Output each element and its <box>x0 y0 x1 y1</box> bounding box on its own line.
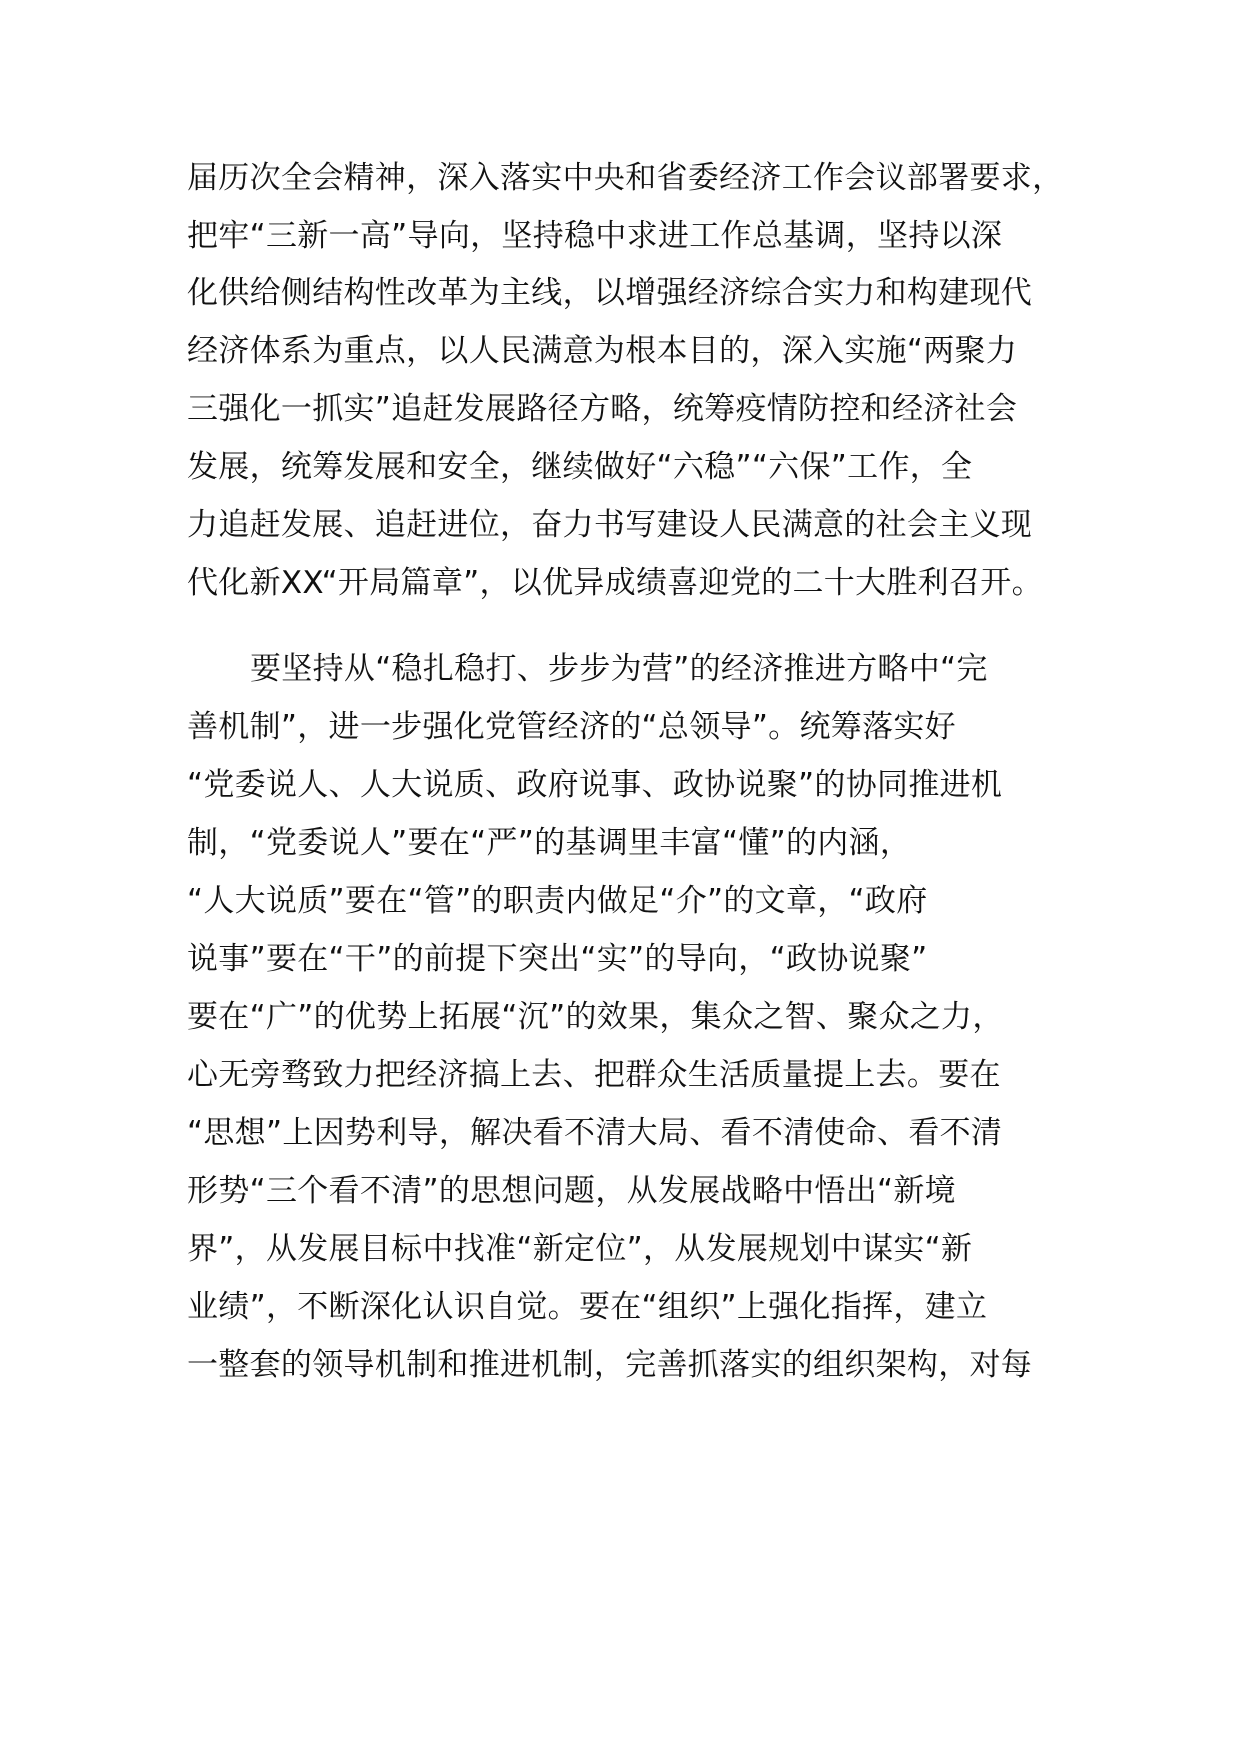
text-line: 力追赶发展、追赶进位，奋力书写建设人民满意的社会主义现 <box>187 507 1033 543</box>
text-line: 三强化一抓实”追赶发展路径方略，统筹疫情防控和经济社会 <box>187 391 1018 427</box>
text-line: “人大说质”要在“管”的职责内做足“介”的文章，“政府 <box>187 883 928 919</box>
text-line: 说事”要在“干”的前提下突出“实”的导向，“政协说聚” <box>187 941 928 977</box>
text-line: 心无旁骛致力把经济搞上去、把群众生活质量提上去。要在 <box>187 1057 1001 1093</box>
text-line: 届历次全会精神，深入落实中央和省委经济工作会议部署要求， <box>187 160 1064 196</box>
text-line: 要在“广”的优势上拓展“沉”的效果，集众之智、聚众之力， <box>187 999 1004 1035</box>
text-line: 发展，统筹发展和安全，继续做好“六稳”“六保”工作，全 <box>187 449 973 485</box>
text-line: 形势“三个看不清”的思想问题，从发展战略中悟出“新境 <box>187 1173 956 1209</box>
text-line: 一整套的领导机制和推进机制，完善抓落实的组织架构，对每 <box>187 1347 1033 1383</box>
text-line: 制，“党委说人”要在“严”的基调里丰富“懂”的内涵， <box>187 825 912 861</box>
text-line: “党委说人、人大说质、政府说事、政协说聚”的协同推进机 <box>187 767 1003 803</box>
text-line: 化供给侧结构性改革为主线，以增强经济综合实力和构建现代 <box>187 275 1033 311</box>
text-line: 代化新XX“开局篇章”，以优异成绩喜迎党的二十大胜利召开。 <box>187 565 1043 601</box>
text-line: 把牢“三新一高”导向，坚持稳中求进工作总基调，坚持以深 <box>187 218 1003 254</box>
text-line: 要坚持从“稳扎稳打、步步为营”的经济推进方略中“完 <box>250 651 988 687</box>
text-line: 业绩”，不断深化认识自觉。要在“组织”上强化指挥，建立 <box>187 1289 988 1325</box>
text-line: 善机制”，进一步强化党管经济的“总领导”。统筹落实好 <box>187 709 956 745</box>
text-line: 经济体系为重点，以人民满意为根本目的，深入实施“两聚力 <box>187 333 1018 369</box>
text-line: “思想”上因势利导，解决看不清大局、看不清使命、看不清 <box>187 1115 1003 1151</box>
text-line: 界”，从发展目标中找准“新定位”，从发展规划中谋实“新 <box>187 1231 973 1267</box>
